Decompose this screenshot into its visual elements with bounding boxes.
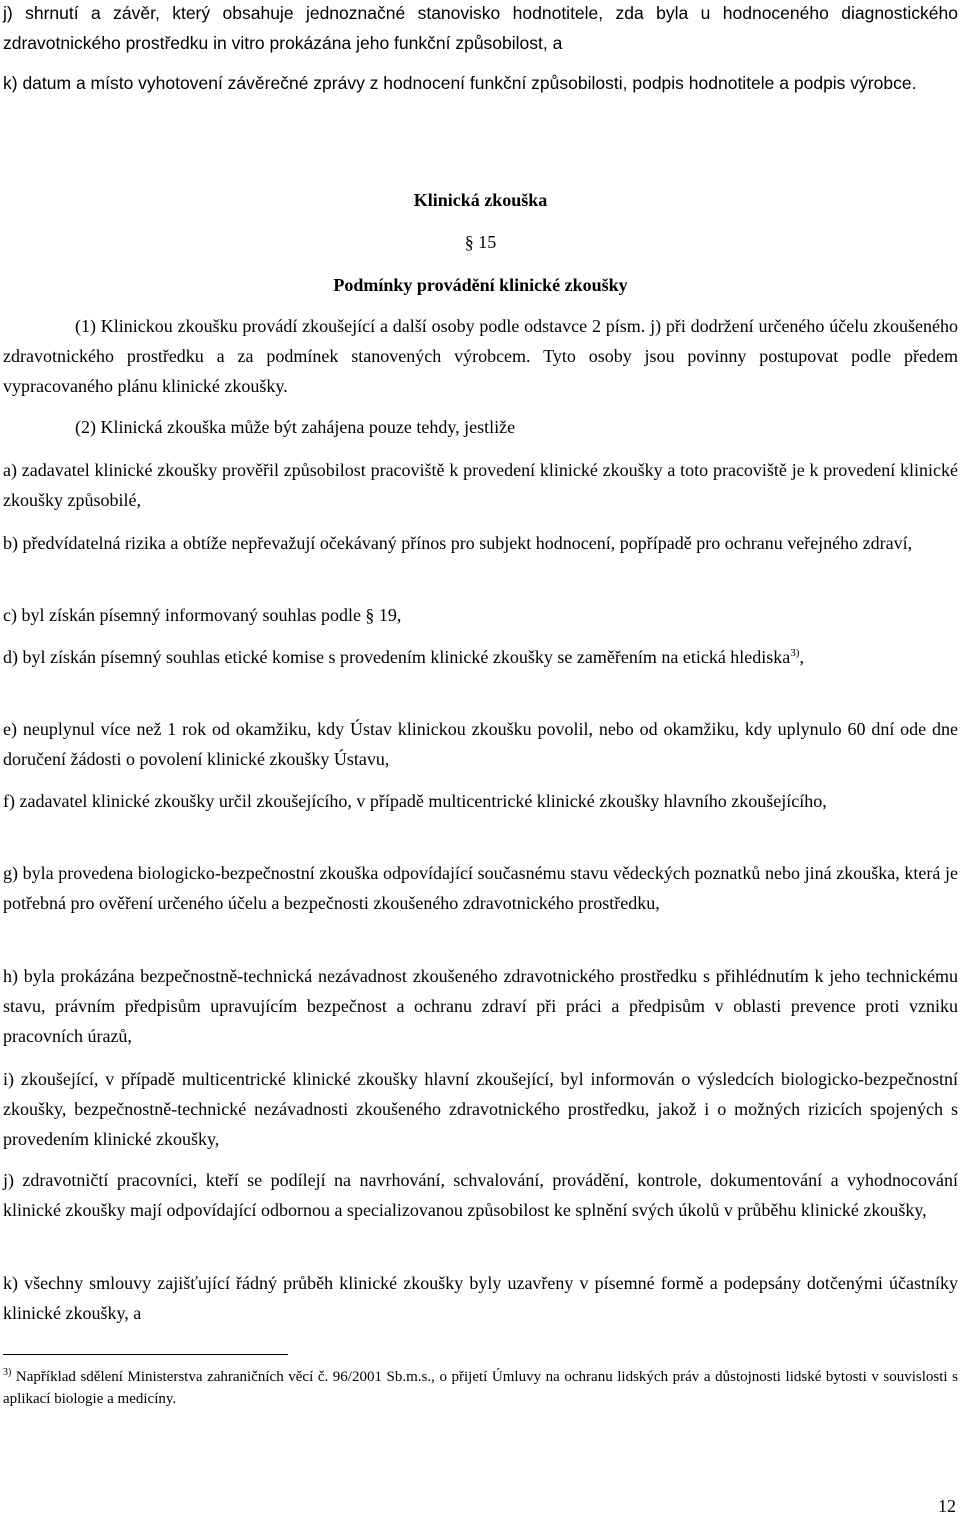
footnote-divider [3, 1354, 288, 1355]
item-k-date-place: k) datum a místo vyhotovení závěrečné zprávy z hodnocení funkční způsobilosti, podpis hodnotitele a podpis výrobce. [3, 73, 917, 93]
footnote-marker: 3) [3, 1367, 12, 1378]
item-f: f) zadavatel klinické zkoušky určil zkoušejícího, v případě multicentrické klinické zkoušky hlavního zkoušejícího, [3, 791, 827, 811]
footnote-reference: 3) [790, 647, 800, 659]
item-i: i) zkoušející, v případě multicentrické klinické zkoušky hlavní zkoušející, byl informován o výsledcích biologicko-bezpečnostní zkoušky, bezpečnostně-technické nezávadnosti zkoušeného zdravotnického prostředku, jakož i o možných rizicích spojených s provedením klinické zkoušky, [3, 1069, 958, 1149]
item-h: h) byla prokázána bezpečnostně-technická nezávadnost zkoušeného zdravotnického prostředku s přihlédnutím k jeho technickému stavu, právním předpisům upravujícím bezpečnost a ochranu zdraví při práci a předpisům v oblasti prevence proti vzniku pracovních úrazů, [3, 966, 958, 1046]
paragraph-title: Podmínky provádění klinické zkoušky [333, 275, 628, 295]
item-j-summary: j) shrnutí a závěr, který obsahuje jednoznačné stanovisko hodnotitele, zda byla u hodnoceného diagnostického zdravotnického prostředku in vitro prokázána jeho funkční způsobilost, a [3, 3, 958, 53]
paragraph-number: § 15 [464, 232, 497, 252]
item-b: b) předvídatelná rizika a obtíže nepřevažují očekávaný přínos pro subjekt hodnocení, popřípadě pro ochranu veřejného zdraví, [3, 533, 913, 553]
item-d-text: d) byl získán písemný souhlas etické komise s provedením klinické zkoušky se zaměřením na etická hlediska [3, 647, 791, 667]
footnote-text: Například sdělení Ministerstva zahraničních věcí č. 96/2001 Sb.m.s., o přijetí Úmluvy na ochranu lidských práv a důstojnosti lidské bytosti v souvislosti s aplikací biologie a medicíny. [3, 1369, 958, 1407]
page-number: 12 [938, 1496, 956, 1516]
item-a: a) zadavatel klinické zkoušky prověřil způsobilost pracoviště k provedení klinické zkoušky a toto pracoviště je k provedení klinické zkoušky způsobilé, [3, 460, 958, 510]
paragraph-2-intro: (2) Klinická zkouška může být zahájena pouze tehdy, jestliže [75, 417, 516, 437]
part-title: Klinická zkouška [413, 190, 548, 210]
item-g: g) byla provedena biologicko-bezpečnostní zkouška odpovídající současnému stavu vědeckých poznatků nebo jiná zkouška, která je potřebná pro ověření určeného účelu a bezpečnosti zkoušeného zdravotnického prostředku, [3, 863, 958, 913]
paragraph-1: (1) Klinickou zkoušku provádí zkoušející a další osoby podle odstavce 2 písm. j) při dodržení určeného účelu zkoušeného zdravotnického prostředku a za podmínek stanovených výrobcem. Tyto osoby jsou povinny postupovat podle předem vypracovaného plánu klinické zkoušky. [3, 316, 958, 396]
item-d [3, 642, 958, 672]
item-d-end: , [799, 647, 804, 667]
item-j: j) zdravotničtí pracovníci, kteří se podílejí na navrhování, schvalování, provádění, kontrole, dokumentování a vyhodnocování klinické zkoušky mají odpovídající odbornou a specializovanou způsobilost ke splnění svých úkolů v průběhu klinické zkoušky, [3, 1170, 958, 1220]
footnote [3, 1366, 958, 1410]
item-e: e) neuplynul více než 1 rok od okamžiku, kdy Ústav klinickou zkoušku povolil, nebo od okamžiku, kdy uplynulo 60 dní ode dne doručení žádosti o povolení klinické zkoušky Ústavu, [3, 719, 958, 769]
item-k: k) všechny smlouvy zajišťující řádný průběh klinické zkoušky byly uzavřeny v písemné formě a podepsány dotčenými účastníky klinické zkoušky, a [3, 1273, 958, 1323]
item-c: c) byl získán písemný informovaný souhlas podle § 19, [3, 605, 402, 625]
